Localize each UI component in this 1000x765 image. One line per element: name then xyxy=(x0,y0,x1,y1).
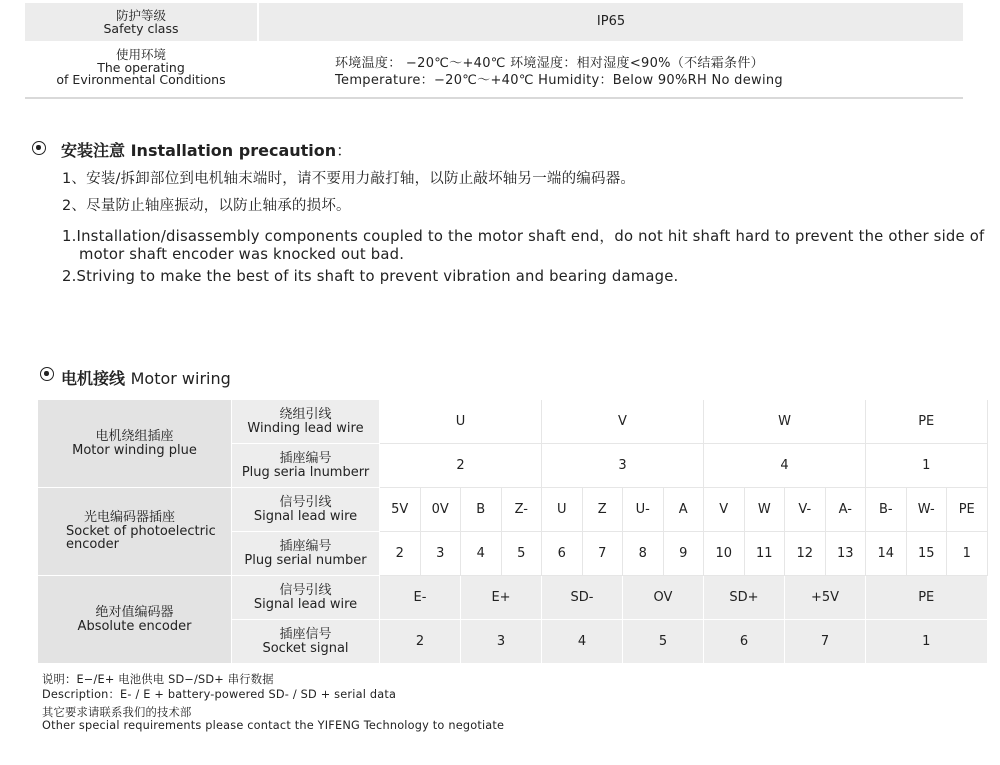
abs-lead-value: SD- xyxy=(542,576,623,620)
motor-lead-en: Winding lead wire xyxy=(247,420,364,436)
photo-lead-value: PE xyxy=(947,488,988,532)
photo-lead-value: Z- xyxy=(502,488,543,532)
photo-plug-value: 15 xyxy=(907,532,948,576)
table-row-photo-lead xyxy=(38,488,988,532)
note-contact-en: Other special requirements please contact the YIFENG Technology to negotiate xyxy=(42,719,505,732)
photo-plug-value: 8 xyxy=(623,532,664,576)
install-cn-2: 2、尽量防止轴座振动，以防止轴承的损坏。 xyxy=(62,198,351,214)
install-en-2: 2.Striving to make the best of its shaft to prevent vibration and bearing damage. xyxy=(62,268,679,285)
abs-lead-cn: 信号引线 xyxy=(279,583,332,598)
photo-plug-value: 3 xyxy=(421,532,462,576)
abs-lead-value: +5V xyxy=(785,576,866,620)
env-line-cn: 环境温度： −20℃～+40℃ 环境湿度：相对湿度<90%（不结霜条件） xyxy=(335,56,764,71)
env-label-en-1: The operating xyxy=(97,60,185,75)
photo-lead-value: 5V xyxy=(380,488,421,532)
bullet-circle-icon xyxy=(40,367,54,381)
motor-lead-value: V xyxy=(542,400,704,444)
photo-lead-value: B- xyxy=(866,488,907,532)
photo-lead-value: A xyxy=(664,488,705,532)
motor-plug-label xyxy=(232,444,380,488)
abs-plug-value: 6 xyxy=(704,620,785,664)
wiring-heading xyxy=(61,366,231,389)
motor-lead-label xyxy=(232,400,380,444)
abs-lead-value: PE xyxy=(866,576,988,620)
install-cn-1: 1、安装/拆卸部位到电机轴末端时，请不要用力敲打轴，以防止敲坏轴另一端的编码器。 xyxy=(62,171,636,187)
abs-plug-cn: 插座信号 xyxy=(279,627,332,642)
photo-lead-value: 0V xyxy=(421,488,462,532)
abs-group-en: Absolute encoder xyxy=(77,618,192,634)
motor-group-cn: 电机绕组插座 xyxy=(95,429,174,444)
abs-lead-value: E+ xyxy=(461,576,542,620)
table-row-abs-lead xyxy=(38,576,988,620)
motor-plug-en: Plug seria lnumberr xyxy=(241,464,370,480)
motor-lead-value: PE xyxy=(866,400,988,444)
note-description-en: Description：E- / E + battery-powered SD- / SD + serial data xyxy=(42,688,397,701)
abs-plug-label xyxy=(232,620,380,664)
wiring-title-en: Motor wiring xyxy=(130,369,231,388)
abs-group-cn: 绝对值编码器 xyxy=(95,605,174,620)
photo-group-en-1: Socket of photoelectric xyxy=(66,523,216,539)
photo-lead-cn: 信号引线 xyxy=(279,495,332,510)
abs-plug-value: 1 xyxy=(866,620,988,664)
table-row-motor-lead xyxy=(38,400,988,444)
abs-lead-en: Signal lead wire xyxy=(253,596,358,612)
safety-value: IP65 xyxy=(596,14,626,29)
photo-lead-value: U xyxy=(542,488,583,532)
install-en-1b: motor shaft encoder was knocked out bad. xyxy=(79,246,405,263)
motor-plug-value: 4 xyxy=(704,444,866,488)
photo-group-cn: 光电编码器插座 xyxy=(84,510,176,526)
abs-lead-value: E- xyxy=(380,576,461,620)
abs-plug-value: 3 xyxy=(461,620,542,664)
motor-lead-value: W xyxy=(704,400,866,444)
photo-plug-value: 4 xyxy=(461,532,502,576)
env-line-en: Temperature：−20℃～+40℃ Humidity：Below 90%RH No dewing xyxy=(335,73,783,88)
photo-plug-value: 7 xyxy=(583,532,624,576)
photo-plug-value: 14 xyxy=(866,532,907,576)
abs-plug-value: 4 xyxy=(542,620,623,664)
abs-group-cell xyxy=(38,576,232,664)
bullet-circle-icon xyxy=(32,141,46,155)
photo-lead-value: W- xyxy=(907,488,948,532)
abs-plug-en: Socket signal xyxy=(262,640,349,656)
photo-lead-en: Signal lead wire xyxy=(253,508,358,524)
wiring-table xyxy=(38,400,988,664)
photo-plug-value: 2 xyxy=(380,532,421,576)
wiring-title-cn: 电机接线 xyxy=(61,369,126,388)
motor-plug-value: 2 xyxy=(380,444,542,488)
photo-plug-value: 6 xyxy=(542,532,583,576)
photo-plug-en: Plug serial number xyxy=(244,552,367,568)
photo-plug-value: 1 xyxy=(947,532,988,576)
photo-lead-value: W xyxy=(745,488,786,532)
safety-label-cn: 防护等级 xyxy=(115,8,166,23)
photo-plug-value: 13 xyxy=(826,532,867,576)
install-en-1a: 1.Installation/disassembly components coupled to the motor shaft end，do not hit shaft hard to prevent the other side of xyxy=(62,228,985,245)
photo-group-cell xyxy=(38,488,232,576)
motor-plug-value: 3 xyxy=(542,444,704,488)
photo-plug-cn: 插座编号 xyxy=(279,539,332,554)
photo-lead-value: Z xyxy=(583,488,624,532)
photo-lead-value: U- xyxy=(623,488,664,532)
photo-lead-value: B xyxy=(461,488,502,532)
photo-plug-value: 11 xyxy=(745,532,786,576)
photo-group-en-2: encoder xyxy=(66,537,119,553)
abs-plug-value: 5 xyxy=(623,620,704,664)
photo-plug-label xyxy=(232,532,380,576)
motor-plug-value: 1 xyxy=(866,444,988,488)
install-title-colon: ： xyxy=(336,141,353,160)
env-label-cn: 使用环境 xyxy=(115,47,166,62)
install-title-en: Installation precaution xyxy=(130,141,337,160)
photo-lead-value: A- xyxy=(826,488,867,532)
abs-lead-label xyxy=(232,576,380,620)
photo-plug-value: 9 xyxy=(664,532,705,576)
motor-group-cell xyxy=(38,400,232,488)
abs-lead-value: OV xyxy=(623,576,704,620)
install-title-cn: 安装注意 xyxy=(61,141,126,160)
photo-lead-label xyxy=(232,488,380,532)
photo-plug-value: 12 xyxy=(785,532,826,576)
note-description-cn: 说明：E−/E+ 电池供电 SD−/SD+ 串行数据 xyxy=(42,673,274,686)
env-label-en-2: of Evironmental Conditions xyxy=(56,72,226,87)
install-heading xyxy=(61,138,352,161)
photo-plug-value: 5 xyxy=(502,532,543,576)
abs-plug-value: 7 xyxy=(785,620,866,664)
abs-plug-value: 2 xyxy=(380,620,461,664)
motor-group-en: Motor winding plue xyxy=(72,442,197,458)
motor-lead-value: U xyxy=(380,400,542,444)
photo-lead-value: V- xyxy=(785,488,826,532)
abs-lead-value: SD+ xyxy=(704,576,785,620)
safety-label-en: Safety class xyxy=(103,21,179,36)
motor-lead-cn: 绕组引线 xyxy=(279,407,332,422)
photo-lead-value: V xyxy=(704,488,745,532)
photo-plug-value: 10 xyxy=(704,532,745,576)
motor-plug-cn: 插座编号 xyxy=(279,451,332,466)
note-contact-cn: 其它要求请联系我们的技术部 xyxy=(42,706,192,719)
